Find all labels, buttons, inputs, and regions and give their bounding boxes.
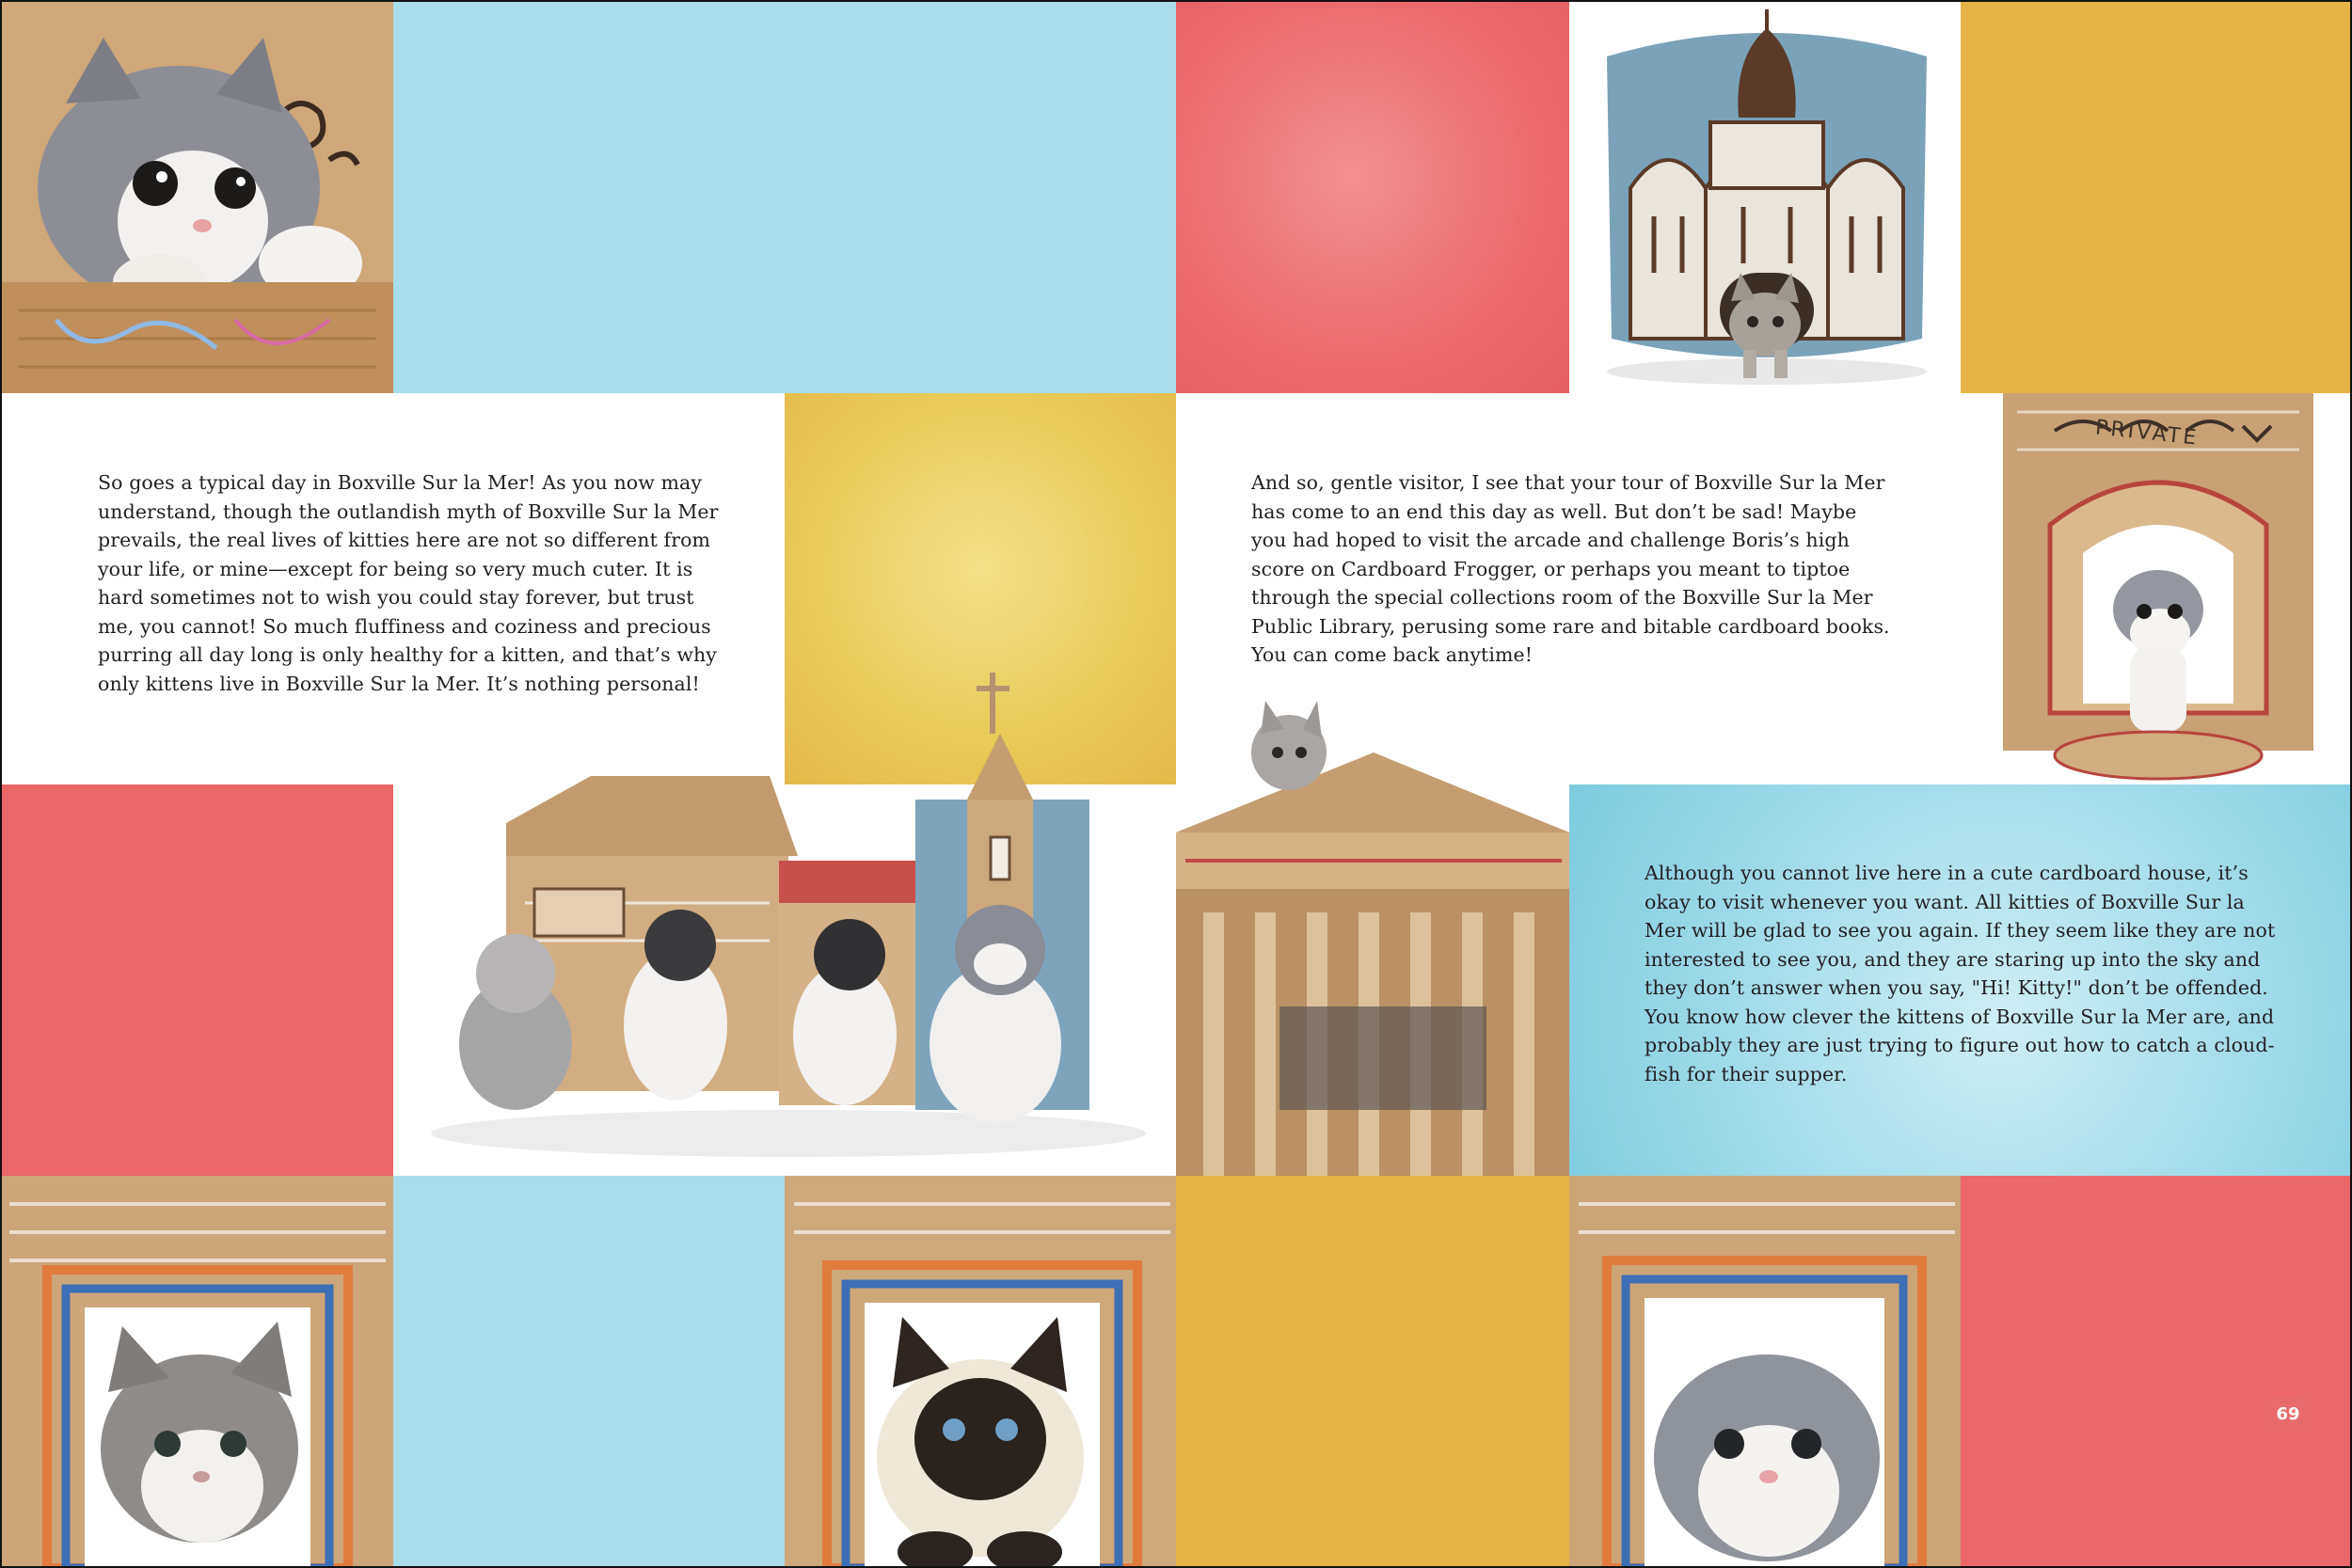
- church-box-kitten-photo: [1569, 0, 1961, 393]
- fold-kitten-window-photo: [1569, 1176, 1961, 1568]
- parthenon-box-kitten-photo: [1176, 696, 1569, 1176]
- yellow-tile: [1961, 0, 2352, 393]
- right-paragraph: Although you cannot live here in a cute cardboard house, it’s okay to visit whenever you want. All kitties of Boxville Sur la Mer will be glad to see you again. If they seem like they are not interested to see you, and they are staring up into the sky and they don’t answer when you say, "Hi! Kitty!" don’t be offended. You know how clever the kittens of Boxville Sur la Mer are, and probably they are just trying to figure out how to catch a cloud-fish for their supper.: [1645, 862, 2276, 1085]
- tabby-kitten-window-photo: [0, 1176, 393, 1568]
- page-number: 69: [2265, 1398, 2312, 1432]
- left-paragraph: So goes a typical day in Boxville Sur la Mer! As you now may understand, though the outlandish myth of Boxville Sur la Mer prevails, the real lives of kitties here are not so different from your life, or mine—except for being so very much cuter. It is hard sometimes not to wish you could stay forever, but trust me, you cannot! So much fluffiness and coziness and precious purring all day long is only healthy for a kitten, and that’s why only kittens live in Boxville Sur la Mer. It’s nothing personal!: [98, 471, 719, 695]
- blue-tile: [393, 0, 1176, 393]
- red-tile: [1176, 0, 1569, 393]
- siamese-kitten-window-photo: [785, 1176, 1176, 1568]
- kitten-in-box-photo: [0, 0, 393, 393]
- private-sign-text: PRIVATE: [2093, 416, 2201, 451]
- middle-paragraph: And so, gentle visitor, I see that your tour of Boxville Sur la Mer has come to an end this day as well. But don’t be sad! Maybe you had hoped to visit the arcade and challenge Boris’s high score on Cardboard Frogger, or perhaps you meant to tiptoe through the special collections room of the Boxville Sur la Mer Public Library, perusing some rare and bitable cardboard books. You can come back anytime!: [1251, 471, 1890, 666]
- kittens-town-photo: [393, 658, 1176, 1176]
- private-box-kitten-photo: [1961, 393, 2352, 784]
- yellow-tile: [1176, 1176, 1569, 1568]
- blue-tile: [393, 1176, 785, 1568]
- red-tile: [1961, 1176, 2352, 1568]
- red-tile: [0, 784, 393, 1176]
